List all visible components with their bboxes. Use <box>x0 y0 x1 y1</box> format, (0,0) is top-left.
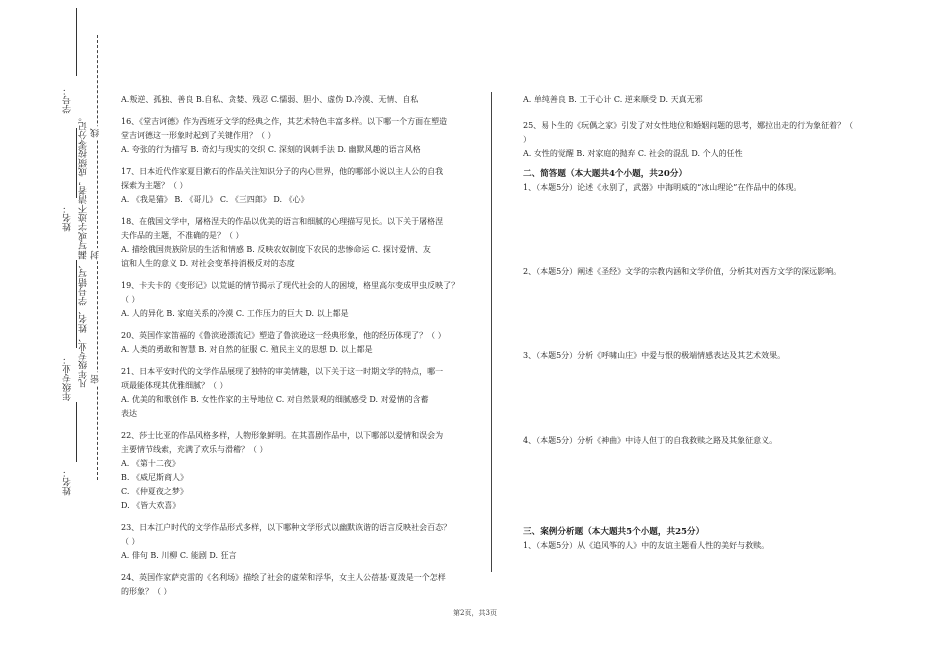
short-answer-1: 1、（本题5分）论述《永别了，武器》中海明威的“冰山理论”在作品中的体现。 <box>523 183 802 192</box>
short-answer-4: 4、（本题5分）分析《神曲》中诗人但丁的自我救赎之路及其象征意义。 <box>523 436 778 445</box>
text-line: 17、日本近代作家夏目漱石的作品关注知识分子的内心世界，他的哪部小说以主人公的自我 <box>121 167 444 176</box>
school-label: 姓名： <box>63 468 73 496</box>
seal-mark-xian: 线 <box>91 128 101 138</box>
question-24 <box>121 571 471 599</box>
text-line: A.叛逆、孤独、善良 B.自私、贪婪、残忍 C.懦弱、胆小、虚伪 D.冷漠、无情、自私 <box>121 95 419 104</box>
text-line: A. 《我是猫》 B. 《哥儿》 C. 《三四郎》 D. 《心》 <box>121 195 309 204</box>
section-2-title: 二、简答题（本大题共4个小题，共20分） <box>523 169 688 179</box>
text-line: 18、在俄国文学中，屠格涅夫的作品以优美的语言和细腻的心理描写见长。以下关于屠格涅 <box>121 217 444 226</box>
major-blank-line <box>76 260 77 348</box>
text-line: A. 人的异化 B. 家庭关系的冷漠 C. 工作压力的巨大 D. 以上都是 <box>121 309 349 318</box>
text-line: 主要情节线索，充满了欢乐与滑稽？（ ） <box>121 445 268 454</box>
student-id-blank-line <box>76 8 77 76</box>
name-blank-line <box>76 128 77 198</box>
text-line: 探索为主题？（ ） <box>121 181 188 190</box>
text-line: 的形象？（ ） <box>121 587 172 596</box>
text-line: 24、英国作家萨克雷的《名利场》描绘了社会的虚荣和浮华，女主人公蓓基·夏泼是一个怎样 <box>121 573 446 582</box>
question-25 <box>523 119 868 161</box>
name-label: 姓名： <box>63 204 73 232</box>
question-16 <box>121 115 471 157</box>
text-line: 夫作品的主题，不准确的是？（ ） <box>121 231 244 240</box>
text-line: 20、英国作家笛福的《鲁滨逊漂流记》塑造了鲁滨逊这一经典形象，他的经历体现了？（ ） <box>121 331 446 340</box>
text-line: （ ） <box>121 295 140 304</box>
seal-mark-mi: 密 <box>91 374 101 384</box>
text-line: （ ） <box>121 537 140 546</box>
left-column <box>121 93 471 599</box>
text-line: A. 俳句 B. 川柳 C. 能剧 D. 狂言 <box>121 551 237 560</box>
question-18 <box>121 215 471 271</box>
text-line: 22、莎士比亚的作品风格多样，人物形象鲜明。在其喜剧作品中，以下哪部以爱情和误会为 <box>121 431 444 440</box>
short-answer-3: 3、（本题5分）分析《呼啸山庄》中爱与恨的极端情感表达及其艺术效果。 <box>523 351 786 360</box>
page-number-footer: 第2页，共3页 <box>453 609 497 617</box>
text-line: 25、易卜生的《玩偶之家》引发了对女性地位和婚姻问题的思考，娜拉出走的行为象征着？（ <box>523 121 854 130</box>
text-line: B. 《威尼斯商人》 <box>121 473 188 482</box>
school-blank-line <box>76 402 77 462</box>
question-21 <box>121 365 471 421</box>
question-20 <box>121 329 471 357</box>
question-19 <box>121 279 471 321</box>
text-line: 表达 <box>121 409 137 418</box>
right-column <box>523 93 868 553</box>
case-analysis-1: 1、（本题5分）从《追风筝的人》中的友谊主题看人性的美好与救赎。 <box>523 541 770 550</box>
section-3-title: 三、案例分析题（本大题共5个小题，共25分） <box>523 527 705 537</box>
short-answer-2: 2、（本题5分）阐述《圣经》文学的宗教内涵和文学价值，分析其对西方文学的深远影响。 <box>523 267 842 276</box>
text-line: 19、卡夫卡的《变形记》以荒诞的情节揭示了现代社会的人的困境，格里高尔变成甲虫反映了？ <box>121 281 460 290</box>
student-id-label: 学号： <box>63 86 73 114</box>
seal-mark-feng: 封 <box>91 250 101 260</box>
text-line: A. 描绘俄国贵族阶层的生活和情感 B. 反映农奴制度下农民的悲惨命运 C. 探讨爱情、友 <box>121 245 431 254</box>
text-line: 谊和人生的意义 D. 对社会变革持消极反对的态度 <box>121 259 295 268</box>
question-17 <box>121 165 471 207</box>
text-line: A. 《第十二夜》 <box>121 459 180 468</box>
text-line: A. 女性的觉醒 B. 对家庭的抛弃 C. 社会的混乱 D. 个人的任性 <box>523 149 743 158</box>
text-line: C. 《仲夏夜之梦》 <box>121 487 188 496</box>
question-23 <box>121 521 471 563</box>
text-line: D. 《皆大欢喜》 <box>121 501 181 510</box>
text-line: A. 人类的勇敢和智慧 B. 对自然的征服 C. 殖民主义的思想 D. 以上都是 <box>121 345 373 354</box>
binding-strip <box>0 0 115 672</box>
warning-text: 凡年级专业、姓名、学号错写、漏写或字迹不清者，成绩按零分记。 <box>79 112 89 388</box>
major-label: 年级专业： <box>63 355 73 401</box>
text-line: A. 夸张的行为描写 B. 奇幻与现实的交织 C. 深刻的讽刺手法 D. 幽默风趣的语言风格 <box>121 145 421 154</box>
question-24-options: A. 单纯善良 B. 工于心计 C. 逆来顺受 D. 天真无邪 <box>523 95 703 104</box>
text-line: 16、《堂吉诃德》作为西班牙文学的经典之作，其艺术特色丰富多样。以下哪一个方面在塑造 <box>121 117 448 126</box>
text-line: 23、日本江户时代的文学作品形式多样，以下哪种文学形式以幽默诙谐的语言反映社会百态？ <box>121 523 452 532</box>
text-line: ） <box>523 135 531 144</box>
text-line: 项最能体现其优雅细腻？（ ） <box>121 381 228 390</box>
column-divider <box>491 92 492 572</box>
text-line: A. 优美的和歌创作 B. 女性作家的主导地位 C. 对自然景观的细腻感受 D. 对爱情的含蓄 <box>121 395 429 404</box>
question-15-options <box>121 93 471 107</box>
text-line: 21、日本平安时代的文学作品展现了独特的审美情趣，以下关于这一时期文学的特点，哪一 <box>121 367 444 376</box>
text-line: 堂吉诃德这一形象时起到了关键作用？（ ） <box>121 131 276 140</box>
question-22 <box>121 429 471 513</box>
